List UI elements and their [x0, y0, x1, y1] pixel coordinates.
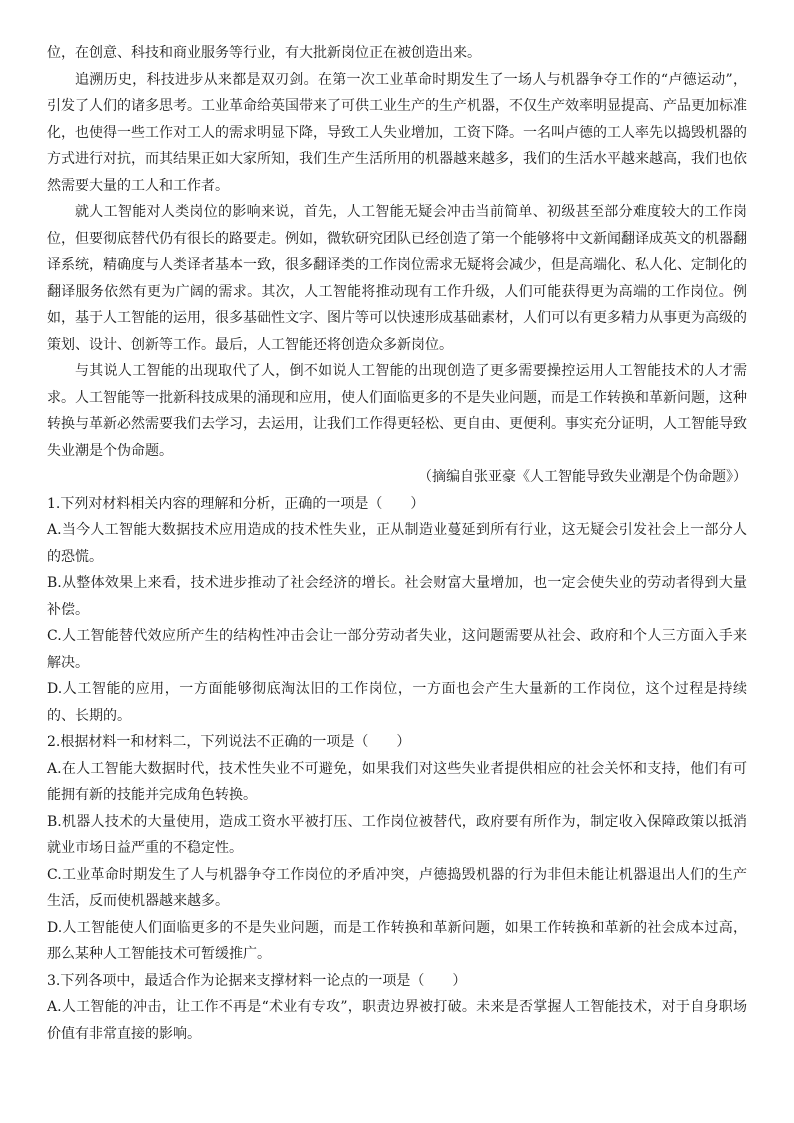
question-1-stem: 1.下列对材料相关内容的理解和分析，正确的一项是（ ）: [47, 495, 425, 512]
question-1-option-c: C.人工智能替代效应所产生的结构性冲击会让一部分劳动者失业，这问题需要从社会、政府和个人三方面入手来解决。: [47, 628, 747, 671]
paragraph-history: 追溯历史，科技进步从来都是双刃剑。在第一次工业革命时期发生了一场人与机器争夺工作的“卢德运动”，引发了人们的诸多思考。工业革命给英国带来了可供工业生产的生产机器，不仅生产效率明显提高、产品更加标准化，也使得一些工作对工人的需求明显下降，导致工人失业增加，工资下降。一名叫卢德的工人率先以捣毁机器的方式进行对抗，而其结果正如大家所知，我们生产生活所用的机器越来越多，我们的生活水平越来越高，我们也依然需要大量的工人和工作者。: [47, 71, 747, 194]
question-2-option-d: D.人工智能使人们面临更多的不是失业问题，而是工作转换和革新问题，如果工作转换和革新的社会成本过高，那么某种人工智能技术可暂缓推广。: [47, 919, 747, 962]
question-3-stem: 3.下列各项中，最适合作为论据来支撑材料一论点的一项是（ ）: [47, 972, 467, 989]
question-1-option-d: D.人工智能的应用，一方面能够彻底淘汰旧的工作岗位，一方面也会产生大量新的工作岗位，这个过程是持续的、长期的。: [47, 681, 747, 724]
paragraph-continuation: 位，在创意、科技和商业服务等行业，有大批新岗位正在被创造出来。: [47, 45, 481, 61]
question-2-stem: 2.根据材料一和材料二，下列说法不正确的一项是（ ）: [47, 734, 411, 750]
question-2-option-a: A.在人工智能大数据时代，技术性失业不可避免，如果我们对这些失业者提供相应的社会关怀和支持，他们有可能拥有新的技能并完成角色转换。: [47, 760, 747, 803]
paragraph-ai-impact: 就人工智能对人类岗位的影响来说，首先，人工智能无疑会冲击当前简单、初级甚至部分难度较大的工作岗位，但要彻底替代仍有很长的路要走。例如，微软研究团队已经创造了第一个能够将中文新闻翻译成英文的机器翻译系统，精确度与人类译者基本一致，很多翻译类的工作岗位需求无疑将会减少，但是高端化、私人化、定制化的翻译服务依然有更为广阔的需求。其次，人工智能将推动现有工作升级，人们可能获得更为高端的工作岗位。例如，基于人工智能的运用，很多基础性文字、图片等可以快速形成基础素材，人们可以有更多精力从事更为高级的策划、设计、创新等工作。最后，人工智能还将创造众多新岗位。: [47, 204, 747, 353]
question-3-option-a: A.人工智能的冲击，让工作不再是“术业有专攻”，职责边界被打破。未来是否掌握人工智能技术，对于自身职场价值有非常直接的影响。: [47, 999, 747, 1042]
document-page: [47, 40, 747, 1047]
question-1-option-b: B.从整体效果上来看，技术进步推动了社会经济的增长。社会财富大量增加，也一定会使失业的劳动者得到大量补偿。: [47, 575, 747, 618]
question-1-option-a: A.当今人工智能大数据技术应用造成的技术性失业，正从制造业蔓延到所有行业，这无疑会引发社会上一部分人的恐慌。: [47, 522, 747, 565]
source-citation: （摘编自张亚豪《人工智能导致失业潮是个伪命题》）: [418, 469, 747, 485]
question-2-option-b: B.机器人技术的大量使用，造成工资水平被打压、工作岗位被替代，政府要有所作为，制定收入保障政策以抵消就业市场日益严重的不稳定性。: [47, 813, 747, 856]
question-2-option-c: C.工业革命时期发生了人与机器争夺工作岗位的矛盾冲突，卢德捣毁机器的行为非但未能让机器退出人们的生产生活，反而使机器越来越多。: [47, 866, 747, 909]
paragraph-conclusion: 与其说人工智能的出现取代了人，倒不如说人工智能的出现创造了更多需要操控运用人工智能技术的人才需求。人工智能等一批新科技成果的涌现和应用，使人们面临更多的不是失业问题，而是工作转换和革新问题，这种转换与革新必然需要我们去学习，去运用，让我们工作得更轻松、更自由、更便利。事实充分证明，人工智能导致失业潮是个伪命题。: [47, 363, 747, 459]
